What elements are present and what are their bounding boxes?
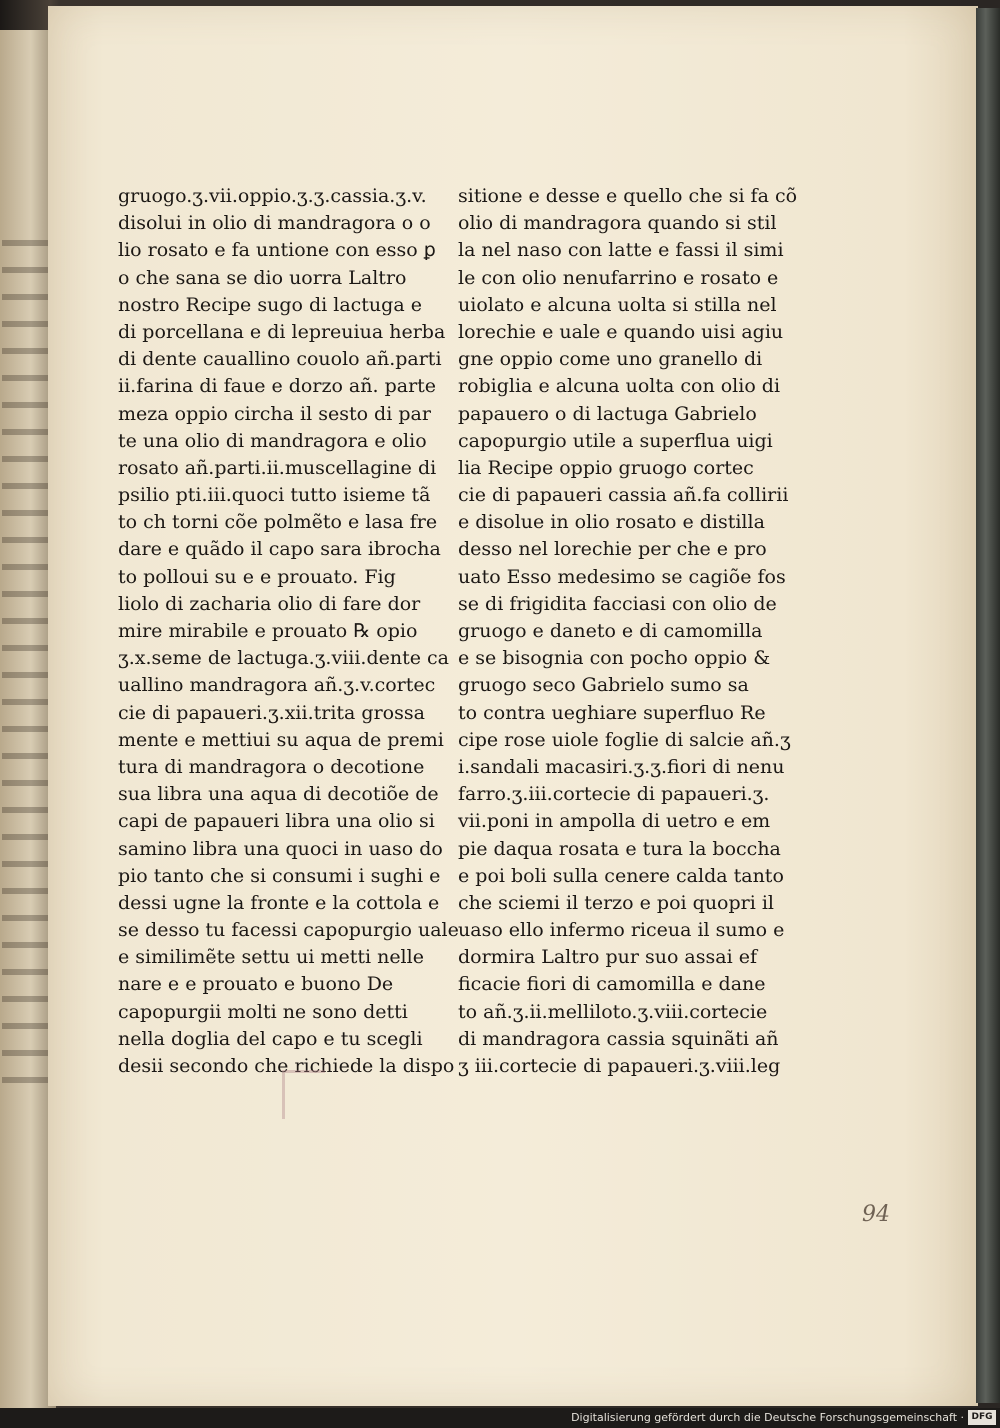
text-line: le con olio nenufarrino e rosato e [458,266,779,289]
text-line: to ch torni cõe polmẽto e lasa fre [118,511,438,534]
text-line: disolui in olio di mandragora o o [118,212,431,235]
text-line: o che sana se dio uorra Laltro [118,266,407,289]
text-line: i.sandali macasiri.ʒ.ʒ.fiori di nenu [458,755,785,778]
text-line: capi de papaueri libra una olio si [118,810,435,833]
text-line: te una olio di mandragora e olio [118,429,427,452]
text-line: che sciemi il terzo e poi quopri il [458,891,775,914]
text-line: rosato añ.parti.ii.muscellagine di [118,456,437,479]
text-line: dare e quãdo il capo sara ibrocha [118,538,441,561]
left-text-column [118,183,459,1080]
folio-number: 94 [862,1202,890,1227]
text-line: e se bisognia con pocho oppio & [458,647,771,670]
text-line: tura di mandragora o decotione [118,755,425,778]
text-line: desso nel lorechie per che e pro [458,538,767,561]
text-line: e similimẽte settu ui metti nelle [118,946,424,969]
right-text-column [458,183,798,1080]
text-line: e poi boli sulla cenere calda tanto [458,864,784,887]
text-line: gruogo seco Gabrielo sumo sa [458,674,749,697]
text-line: mire mirabile e prouato ℞ opio [118,620,418,642]
text-line: lio rosato e fa untione con esso ꝑ [118,239,436,262]
text-line: mente e mettiui su aqua de premi [118,728,444,751]
text-line: dormira Laltro pur suo assai ef [458,946,757,969]
text-line: cie di papaueri cassia añ.fa collirii [458,484,789,507]
text-line: papauero o di lactuga Gabrielo [458,402,757,425]
text-line: dessi ugne la fronte e la cottola e [118,891,440,914]
text-line: ficacie fiori di camomilla e dane [458,973,766,996]
text-line: nella doglia del capo e tu scegli [118,1027,423,1050]
book-cover-edge [976,8,1000,1403]
text-line: ʒ.x.seme de lactuga.ʒ.viii.dente ca [118,647,450,670]
funding-notice: Digitalisierung gefördert durch die Deutsche Forschungsgemeinschaft · [571,1411,964,1424]
text-line: samino libra una quoci in uaso do [118,837,443,860]
text-line: vii.poni in ampolla di uetro e em [458,810,771,833]
text-line: to polloui su e e prouato. Fig [118,565,396,588]
text-line: ʒ iii.cortecie di papaueri.ʒ.viii.leg [458,1055,781,1077]
text-line: meza oppio circha il sesto di par [118,402,431,425]
text-line: psilio pti.iii.quoci tutto isieme tã [118,484,431,507]
text-line: pie daqua rosata e tura la boccha [458,837,781,860]
text-line: desii secondo che richiede la dispo [118,1055,455,1077]
text-line: liolo di zacharia olio di fare dor [118,592,421,615]
text-line: di mandragora cassia squinãti añ [458,1027,779,1050]
text-line: olio di mandragora quando si stil [458,212,777,235]
text-line: di porcellana e di lepreuiua herba [118,320,446,343]
text-line: capopurgii molti ne sono detti [118,1000,408,1023]
text-line: di dente cauallino couolo añ.parti [118,348,442,371]
text-line: se desso tu facessi capopurgio uale [118,919,459,942]
text-line: uato Esso medesimo se cagiõe fos [458,565,786,588]
text-line: pio tanto che si consumi i sughi e [118,864,441,887]
text-line: cie di papaueri.ʒ.xii.trita grossa [118,701,425,724]
text-line: uaso ello infermo riceua il sumo e [458,919,785,942]
text-line: cipe rose uiole foglie di salcie añ.ʒ [458,728,791,751]
text-line: lorechie e uale e quando uisi agiu [458,320,784,343]
text-line: nare e e prouato e buono De [118,973,394,996]
text-line: sua libra una aqua di decotiõe de [118,783,439,806]
text-line: robiglia e alcuna uolta con olio di [458,375,781,398]
text-line: se di frigidita facciasi con olio de [458,592,777,615]
text-line: nostro Recipe sugo di lactuga e [118,293,422,316]
text-line: sitione e desse e quello che si fa cõ [458,185,798,207]
text-line: gne oppio come uno granello di [458,348,763,371]
show-through-initial [282,1070,325,1119]
text-line: gruogo.ʒ.vii.oppio.ʒ.ʒ.cassia.ʒ.v. [118,185,427,207]
text-line: uiolato e alcuna uolta si stilla nel [458,293,777,316]
text-line: la nel naso con latte e fassi il simi [458,239,784,262]
facing-page-text-ghost [2,240,54,1100]
text-line: lia Recipe oppio gruogo cortec [458,456,754,479]
text-line: to añ.ʒ.ii.melliloto.ʒ.viii.cortecie [458,1000,768,1023]
text-line: farro.ʒ.iii.cortecie di papaueri.ʒ. [458,783,770,806]
text-line: e disolue in olio rosato e distilla [458,511,765,534]
text-line: ii.farina di faue e dorzo añ. parte [118,375,437,398]
text-line: uallino mandragora añ.ʒ.v.cortec [118,674,436,697]
text-line: capopurgio utile a superflua uigi [458,429,773,452]
dfg-logo-icon: DFG [968,1410,996,1425]
text-line: to contra ueghiare superfluo Re [458,701,766,724]
text-line: gruogo e daneto e di camomilla [458,620,763,642]
